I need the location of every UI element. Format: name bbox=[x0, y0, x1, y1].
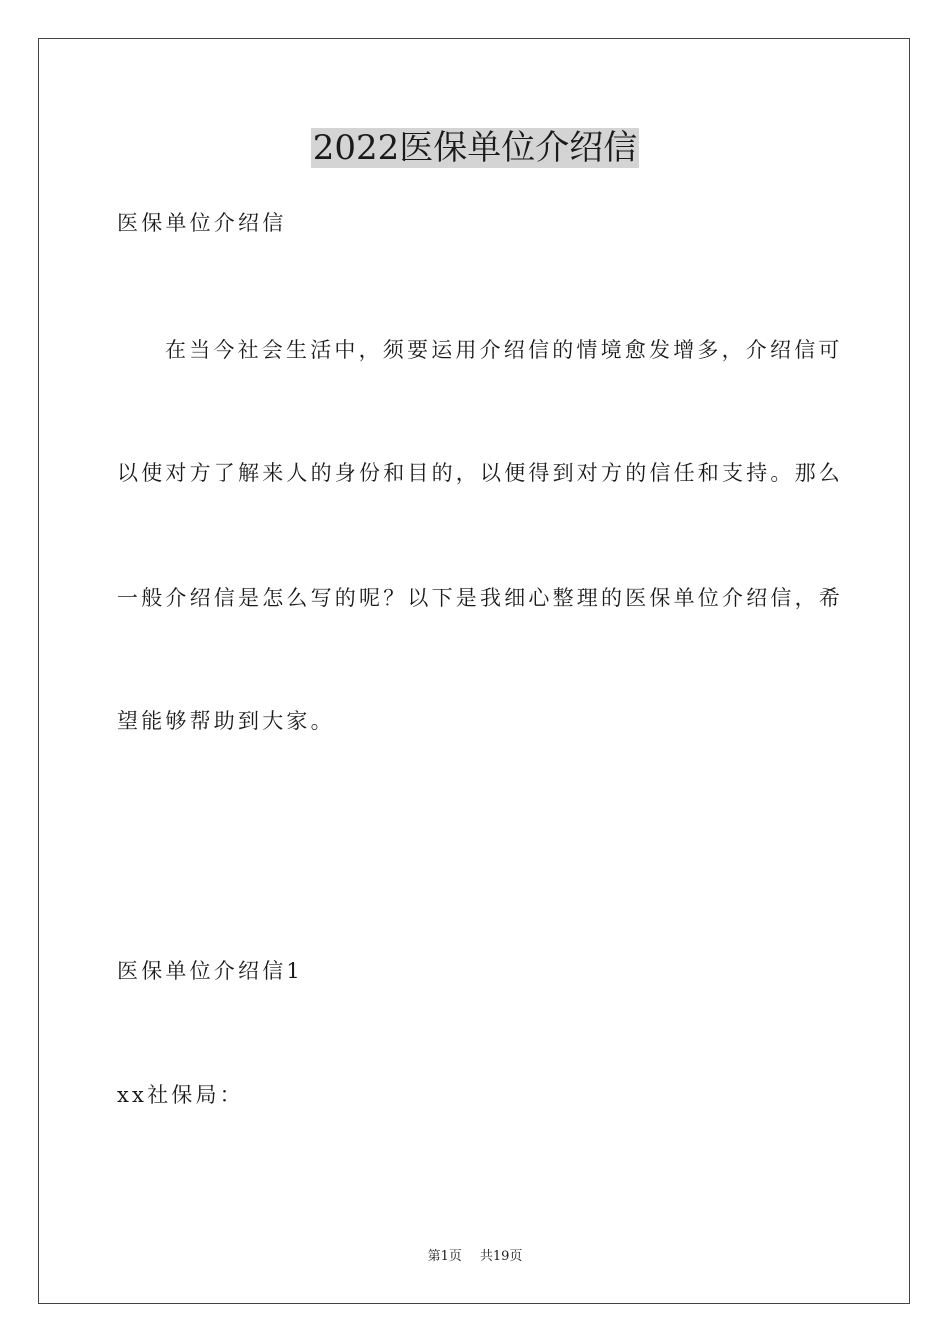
section-heading: 医保单位介绍信1 bbox=[117, 959, 303, 983]
intro-paragraph-line: 以使对方了解来人的身份和目的，以便得到对方的信任和支持。那么 bbox=[117, 461, 843, 485]
page-number-current: 第1页 bbox=[427, 1249, 462, 1264]
page-footer bbox=[0, 1248, 950, 1266]
document-subtitle: 医保单位介绍信 bbox=[117, 211, 287, 235]
intro-paragraph-line: 在当今社会生活中，须要运用介绍信的情境愈发增多，介绍信可 bbox=[165, 338, 843, 362]
document-title bbox=[0, 126, 950, 170]
intro-paragraph-line: 一般介绍信是怎么写的呢？以下是我细心整理的医保单位介绍信，希 bbox=[117, 586, 843, 610]
page-number-total: 共19页 bbox=[479, 1249, 523, 1264]
document-title-text: 2022医保单位介绍信 bbox=[312, 128, 638, 168]
letter-salutation: xx社保局： bbox=[117, 1083, 244, 1107]
intro-paragraph-line: 望能够帮助到大家。 bbox=[117, 709, 335, 733]
